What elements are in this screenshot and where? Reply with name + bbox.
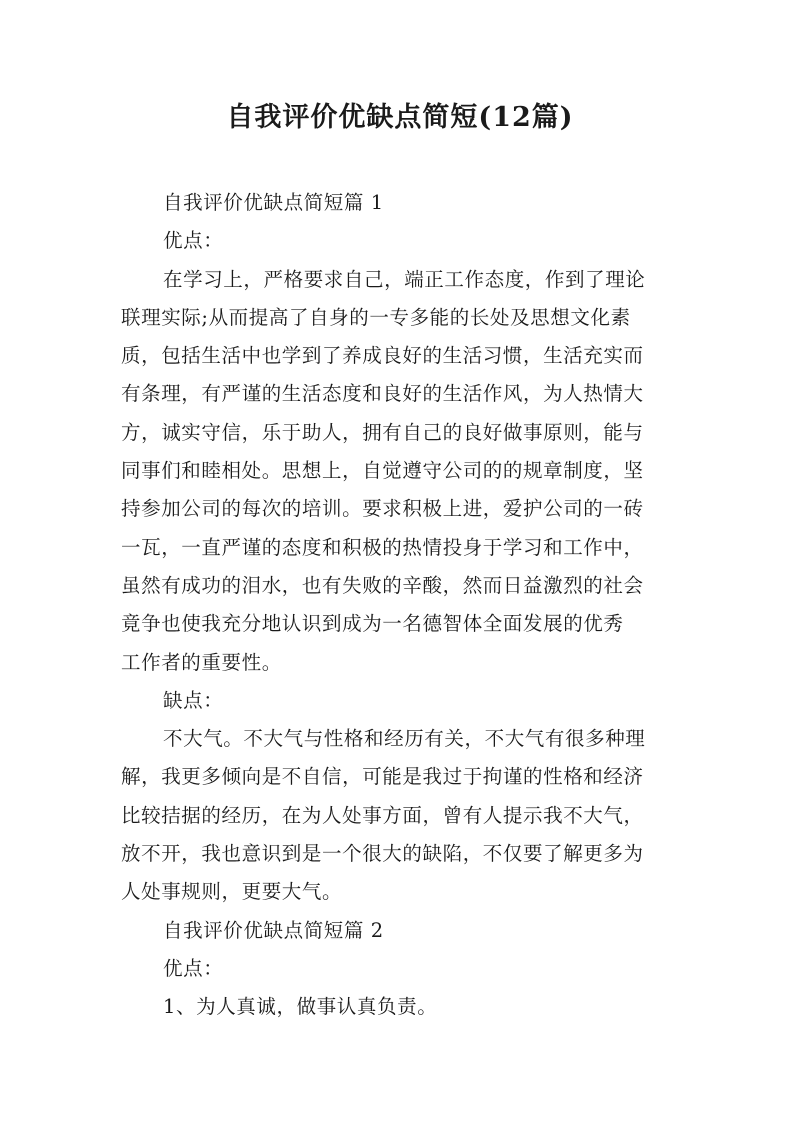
text-line: 一瓦，一直严谨的态度和积极的热情投身于学习和工作中，	[121, 535, 644, 559]
text-line: 1、为人真诚，做事认真负责。	[163, 995, 438, 1019]
text-line: 竟争也使我充分地认识到成为一名德智体全面发展的优秀	[121, 612, 624, 636]
text-line: 优点：	[163, 956, 224, 980]
text-line: 缺点：	[163, 688, 224, 712]
text-line: 质，包括生活中也学到了养成良好的生活习惯，生活充实而	[121, 344, 644, 368]
text-line: 在学习上，严格要求自己，端正工作态度，作到了理论	[163, 267, 646, 291]
text-line: 持参加公司的每次的培训。要求积极上进，爱护公司的一砖	[121, 497, 644, 521]
text-line: 工作者的重要性。	[121, 650, 282, 674]
text-line: 方，诚实守信，乐于助人，拥有自己的良好做事原则，能与	[121, 420, 644, 444]
text-line: 有条理，有严谨的生活态度和良好的生活作风，为人热情大	[121, 382, 644, 406]
text-line: 联理实际;从而提高了自身的一专多能的长处及思想文化素	[121, 305, 631, 329]
document-body	[121, 184, 683, 1027]
text-line: 自我评价优缺点简短篇 2	[163, 918, 384, 942]
text-line: 自我评价优缺点简短篇 1	[163, 191, 384, 214]
text-line: 比较拮据的经历，在为人处事方面，曾有人提示我不大气，	[121, 803, 644, 827]
text-line: 解，我更多倾向是不自信，可能是我过于拘谨的性格和经济	[121, 765, 644, 789]
document-title: 自我评价优缺点简短(12篇)	[226, 102, 574, 133]
text-line: 同事们和睦相处。思想上，自觉遵守公司的的规章制度，坚	[121, 459, 644, 483]
text-line: 虽然有成功的泪水，也有失败的辛酸，然而日益激烈的社会	[121, 573, 644, 597]
text-line: 不大气。不大气与性格和经历有关，不大气有很多种理	[163, 727, 646, 751]
text-line: 放不开，我也意识到是一个很大的缺陷，不仅要了解更多为	[121, 842, 644, 866]
text-line: 人处事规则，更要大气。	[121, 880, 343, 904]
text-line: 优点：	[163, 229, 224, 253]
